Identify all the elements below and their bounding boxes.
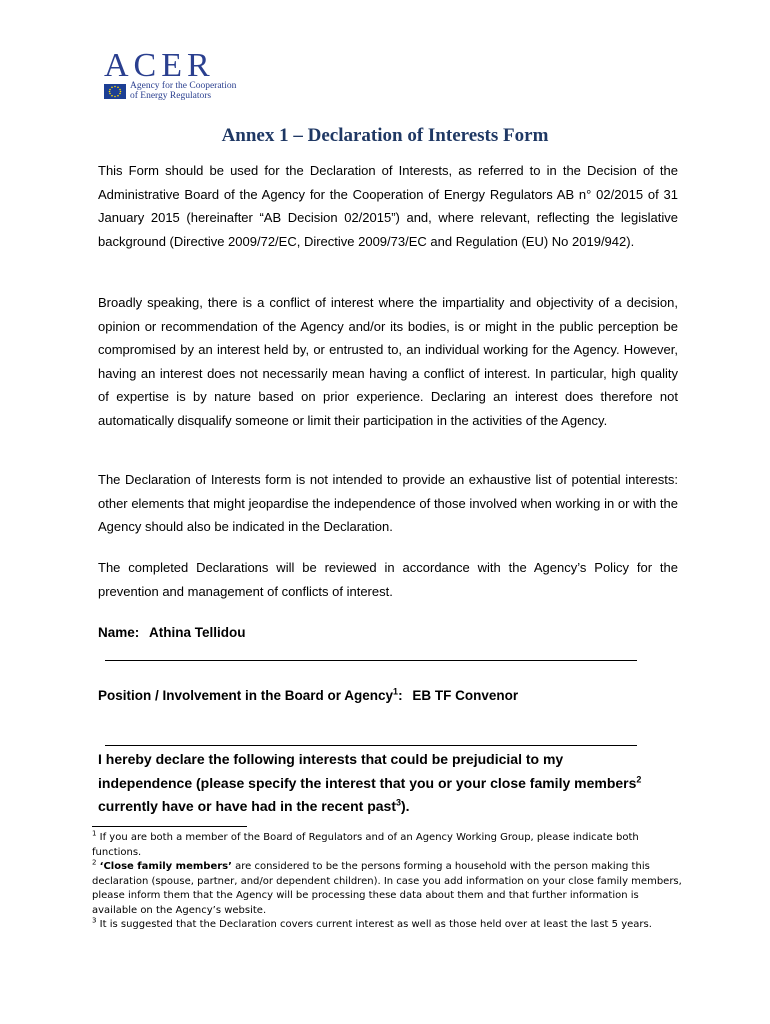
footnotes	[92, 831, 682, 933]
footnote-ref-1: 1	[393, 686, 399, 697]
name-value: Athina Tellidou	[149, 625, 246, 640]
footnote-1	[92, 831, 682, 860]
footnote-text: are considered to be the persons forming a household with the person making this declaration (spouse, partner, and/or dependent children). In case you add information on your close family members, please inform them that the Agency will be processing these data about them and that further information is available on the Agency’s website.	[92, 861, 682, 916]
footnote-ref-3: 3	[396, 797, 402, 808]
declaration-statement	[98, 748, 658, 819]
name-underline	[105, 660, 637, 661]
position-value: EB TF Convenor	[412, 688, 519, 703]
acer-logo	[104, 48, 244, 104]
name-label: Name:	[98, 625, 140, 640]
scope-paragraph: The Declaration of Interests form is not intended to provide an exhaustive list of potential interests: other elements that might jeopardise the independence of those involved when working in or with the Agency should also be indicated in the Declaration.	[98, 472, 678, 534]
footnote-separator	[92, 826, 247, 827]
eu-flag-icon	[104, 84, 126, 99]
logo-subtitle-line2: of Energy Regulators	[130, 91, 212, 101]
intro-paragraph: This Form should be used for the Declaration of Interests, as referred to in the Decision of the Administrative Board of the Agency for the Cooperation of Energy Regulators AB n° 02/2015 of 31 January 2015 (hereinafter “AB Decision 02/2015”) and, where relevant, reflecting the legislative background (Directive 2009/72/EC, Directive 2009/73/EC and Regulation (EU) No 2019/942).	[98, 163, 678, 249]
name-field	[98, 625, 246, 640]
review-paragraph: The completed Declarations will be reviewed in accordance with the Agency’s Policy for the prevention and management of conflicts of interest.	[98, 560, 678, 599]
logo-subtitle	[130, 81, 236, 101]
footnote-number: 2	[92, 858, 97, 867]
logo-wordmark: ACER	[104, 47, 215, 84]
declaration-text-part2: currently have or have had in the recent past	[98, 798, 396, 814]
position-label: Position / Involvement in the Board or Agency	[98, 688, 394, 703]
declaration-text-part1: I hereby declare the following interests that could be prejudicial to my independence (please specify the interest that you or your close family members	[98, 751, 637, 791]
footnote-ref-2: 2	[636, 773, 642, 784]
footnote-bold: ‘Close family members’	[99, 861, 232, 872]
footnote-number: 1	[92, 829, 97, 838]
page-title: Annex 1 – Declaration of Interests Form	[221, 125, 549, 146]
logo-subtitle-line1: Agency for the Cooperation	[130, 81, 237, 91]
footnote-text: It is suggested that the Declaration covers current interest as well as those held over at least the last 5 years.	[99, 919, 652, 930]
position-underline	[105, 745, 637, 746]
conflict-definition-paragraph: Broadly speaking, there is a conflict of interest where the impartiality and objectivity of a decision, opinion or recommendation of the Agency and/or its bodies, is or might in the public perception be compromised by an interest held by, or entrusted to, an individual working for the Agency. However, having an interest does not necessarily mean having a conflict of interest. In particular, high quality of expertise is by nature based on prior experience. Declaring an interest does therefore not automatically disqualify someone or limit their participation in the activities of the Agency.	[98, 295, 678, 428]
footnote-2	[92, 860, 682, 918]
footnote-text: If you are both a member of the Board of Regulators and of an Agency Working Group, please indicate both functions.	[92, 832, 639, 858]
footnote-number: 3	[92, 916, 97, 925]
footnote-3	[92, 918, 682, 933]
position-field	[98, 688, 518, 703]
position-colon: :	[398, 688, 403, 703]
declaration-text-part3: ).	[401, 798, 410, 814]
